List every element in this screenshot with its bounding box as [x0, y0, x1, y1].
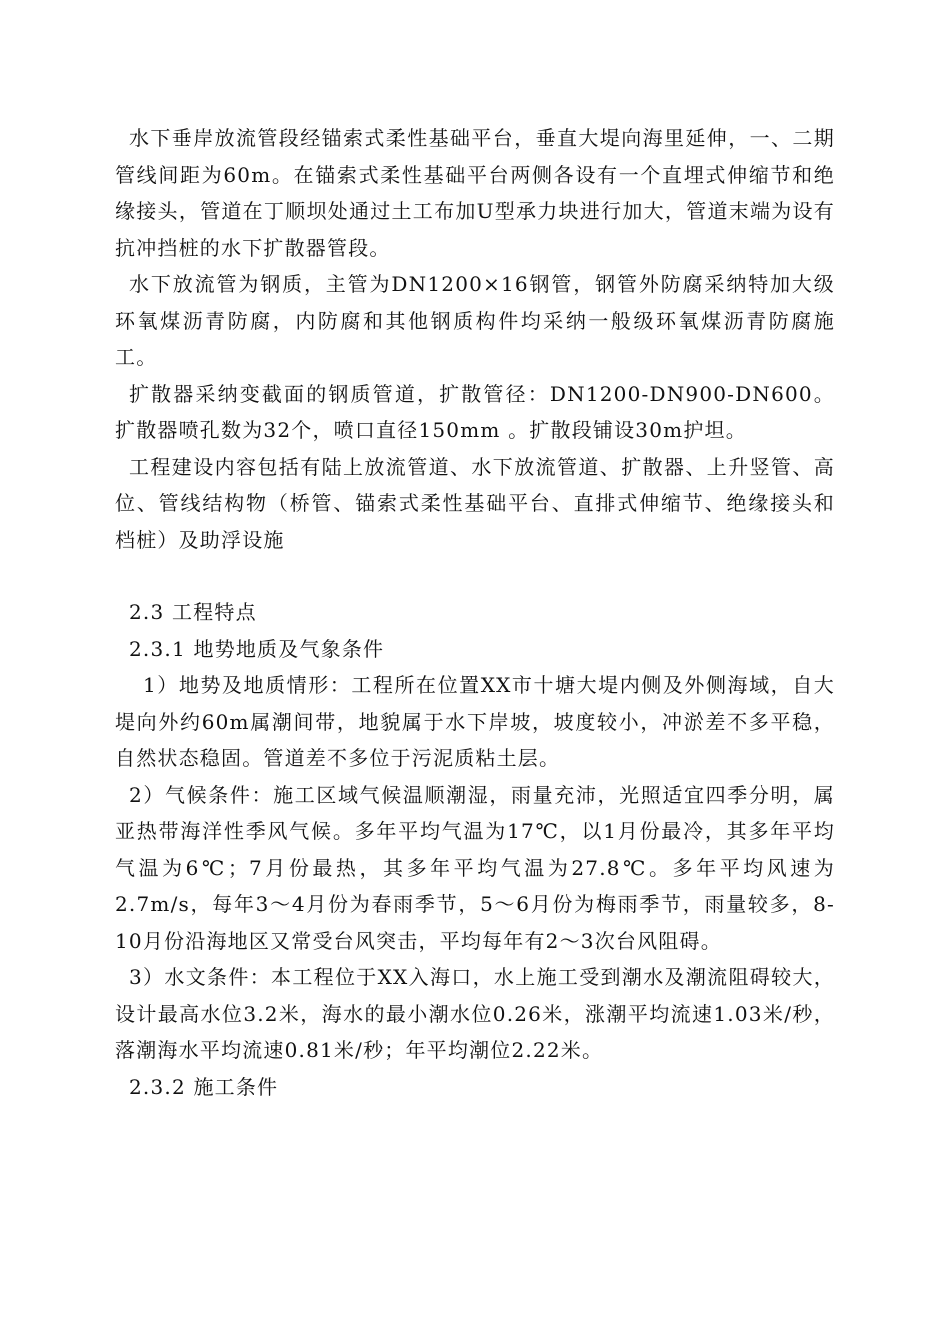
paragraph-hydrology: 3）水文条件：本工程位于XX入海口，水上施工受到潮水及潮流阻碍较大，设计最高水位3.2米，海水的最小潮水位0.26米，涨潮平均流速1.03米/秒，落潮海水平均流速0.81米/秒；年平均潮位2.22米。: [115, 965, 835, 1062]
document-body: [115, 120, 835, 1105]
paragraph-pipe-material: 水下放流管为钢质，主管为DN1200×16钢管，钢管外防腐采纳特加大级环氧煤沥青防腐，内防腐和其他钢质构件均采纳一般级环氧煤沥青防腐施工。: [115, 272, 835, 369]
paragraph-project-scope: 工程建设内容包括有陆上放流管道、水下放流管道、扩散器、上升竖管、高位、管线结构物（桥管、锚索式柔性基础平台、直排式伸缩节、绝缘接头和档桩）及助浮设施: [115, 454, 835, 552]
subsection-heading-construction: 2.3.2 施工条件: [129, 1074, 279, 1099]
paragraph-pipeline-route: 水下垂岸放流管段经锚索式柔性基础平台，垂直大堤向海里延伸，一、二期管线间距为60m。在锚索式柔性基础平台两侧各设有一个直埋式伸缩节和绝缘接头，管道在丁顺坝处通过土工布加U型承力块进行加大，管道末端为设有抗冲挡桩的水下扩散器管段。: [115, 126, 835, 260]
paragraph-climate: 2）气候条件：施工区域气候温顺潮湿，雨量充沛，光照适宜四季分明，属亚热带海洋性季风气候。多年平均气温为17℃，以1月份最冷，其多年平均气温为6℃；7月份最热，其多年平均气温为27.8℃。多年平均风速为2.7m/s，每年3～4月份为春雨季节，5～6月份为梅雨季节，雨量较多，8-10月份沿海地区又常受台风突击，平均每年有2～3次台风阻碍。: [115, 782, 835, 953]
paragraph-diffuser: 扩散器采纳变截面的钢质管道，扩散管径：DN1200-DN900-DN600。扩散器喷孔数为32个，喷口直径150mm 。扩散段铺设30m护坦。: [115, 381, 835, 442]
section-heading: 2.3 工程特点: [129, 600, 257, 624]
subsection-heading-terrain: 2.3.1 地势地质及气象条件: [129, 636, 385, 661]
paragraph-terrain-geology: 1）地势及地质情形：工程所在位置XX市十塘大堤内侧及外侧海域，自大堤向外约60m属潮间带，地貌属于水下岸坡，坡度较小，冲淤差不多平稳，自然状态稳固。管道差不多位于污泥质粘土层。: [115, 673, 835, 770]
section-spacer: [115, 558, 835, 594]
